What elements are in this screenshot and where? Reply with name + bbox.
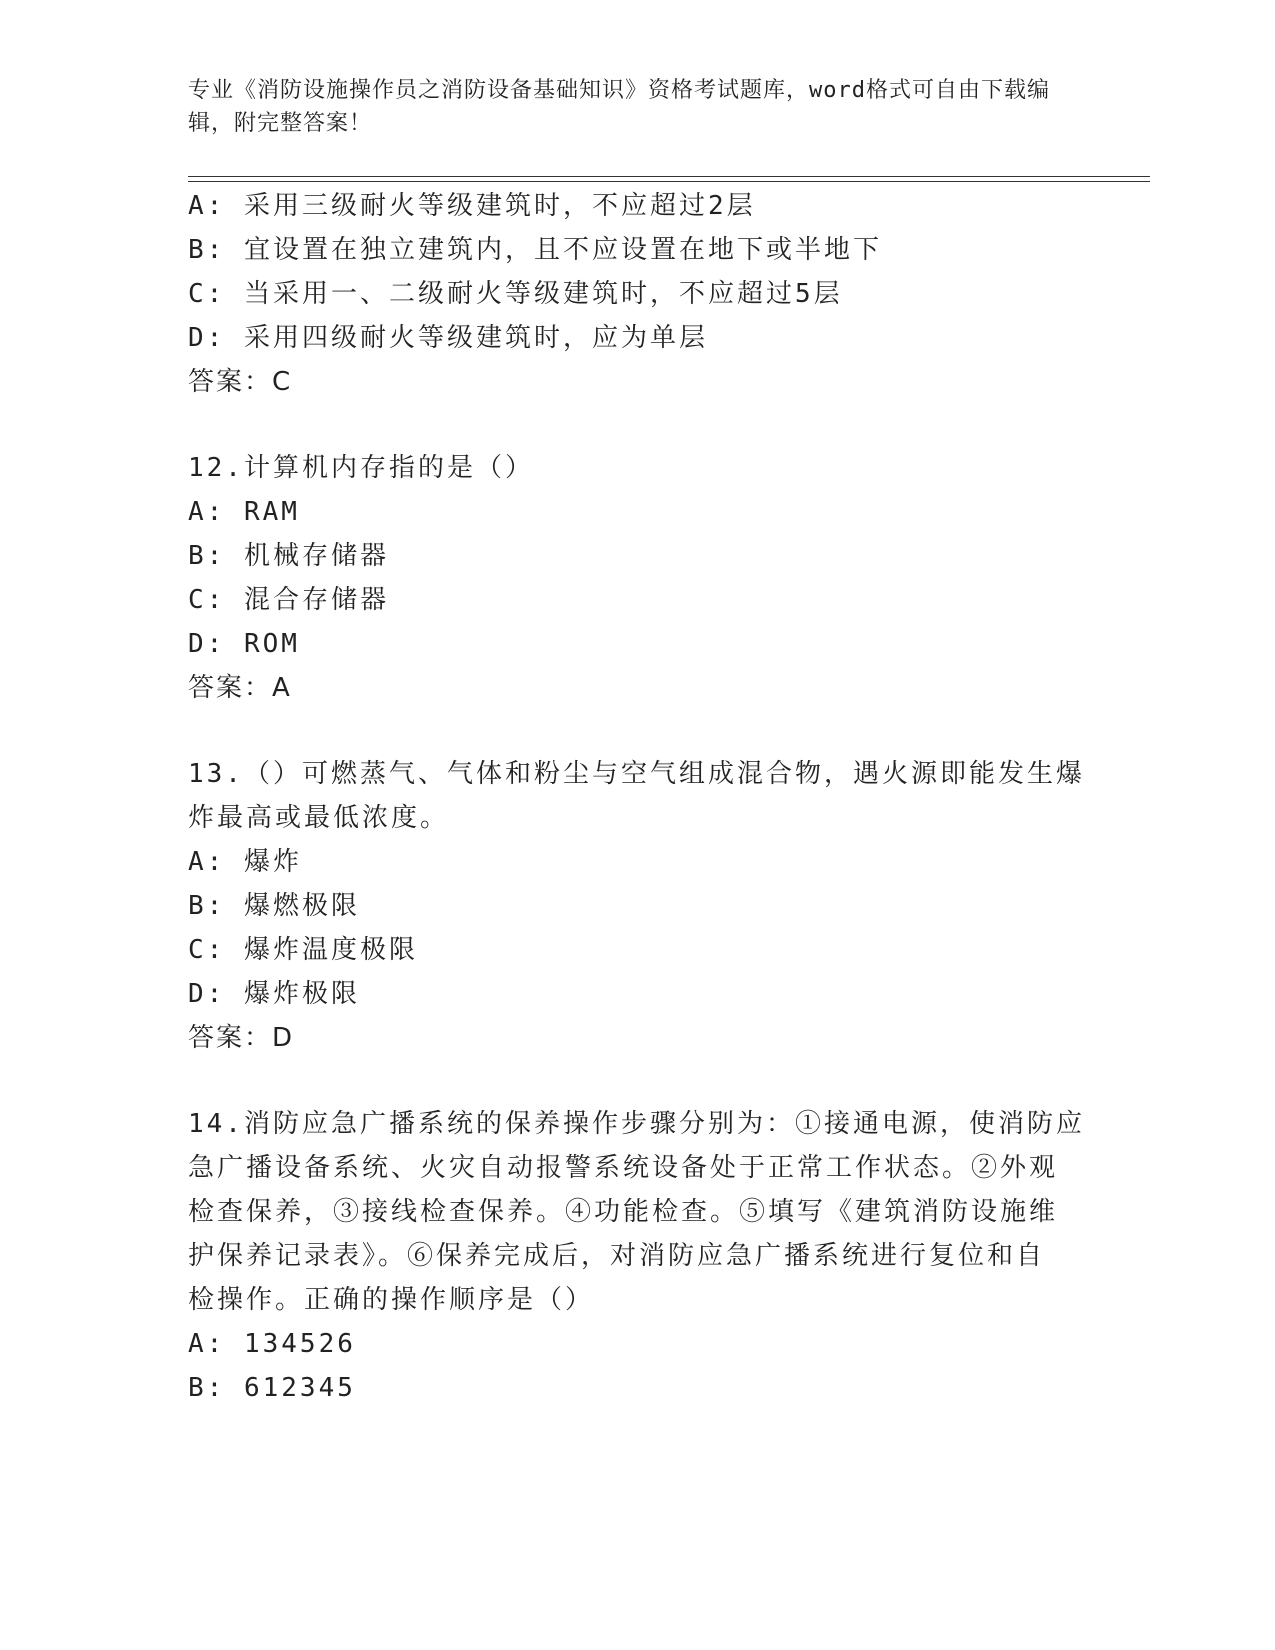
q11-answer: 答案：C: [188, 367, 293, 397]
document-header-title: 专业《消防设施操作员之消防设备基础知识》资格考试题库，word格式可自由下载编辑，附完整答案！: [188, 78, 1050, 136]
q14-question-line-2: 急广播设备系统、火灾自动报警系统设备处于正常工作状态。②外观: [188, 1153, 1059, 1183]
q13-option-b: B: 爆燃极限: [188, 891, 360, 921]
q13-option-c: C: 爆炸温度极限: [188, 935, 418, 965]
q12-option-a: A: RAM: [188, 497, 300, 527]
q13-option-d: D: 爆炸极限: [188, 979, 360, 1009]
header-divider-top: [188, 176, 1150, 177]
q14-question-line-1: 14.消防应急广播系统的保养操作步骤分别为：①接通电源，使消防应: [188, 1109, 1085, 1139]
q12-answer: 答案：A: [188, 673, 292, 703]
header-divider-bottom: [188, 181, 1150, 182]
q11-option-c: C: 当采用一、二级耐火等级建筑时，不应超过5层: [188, 279, 843, 309]
q11-option-a: A: 采用三级耐火等级建筑时，不应超过2层: [188, 191, 756, 221]
q14-question-line-4: 护保养记录表》。⑥保养完成后，对消防应急广播系统进行复位和自: [188, 1241, 1046, 1271]
q11-option-d: D: 采用四级耐火等级建筑时，应为单层: [188, 323, 708, 353]
q13-answer: 答案：D: [188, 1023, 295, 1053]
q12-question: 12.计算机内存指的是（）: [188, 453, 534, 483]
q14-option-b: B: 612345: [188, 1373, 356, 1403]
q14-option-a: A: 134526: [188, 1329, 356, 1359]
q14-question-line-5: 检操作。正确的操作顺序是（）: [188, 1285, 595, 1315]
q13-question-line-2: 炸最高或最低浓度。: [188, 803, 450, 833]
q12-option-b: B: 机械存储器: [188, 541, 389, 571]
q11-option-b: B: 宜设置在独立建筑内，且不应设置在地下或半地下: [188, 235, 882, 265]
q13-option-a: A: 爆炸: [188, 847, 302, 877]
q12-option-d: D: ROM: [188, 629, 300, 659]
q12-option-c: C: 混合存储器: [188, 585, 389, 615]
q14-question-line-3: 检查保养，③接线检查保养。④功能检查。⑤填写《建筑消防设施维: [188, 1197, 1059, 1227]
q13-question-line-1: 13.（）可燃蒸气、气体和粉尘与空气组成混合物，遇火源即能发生爆: [188, 759, 1085, 789]
